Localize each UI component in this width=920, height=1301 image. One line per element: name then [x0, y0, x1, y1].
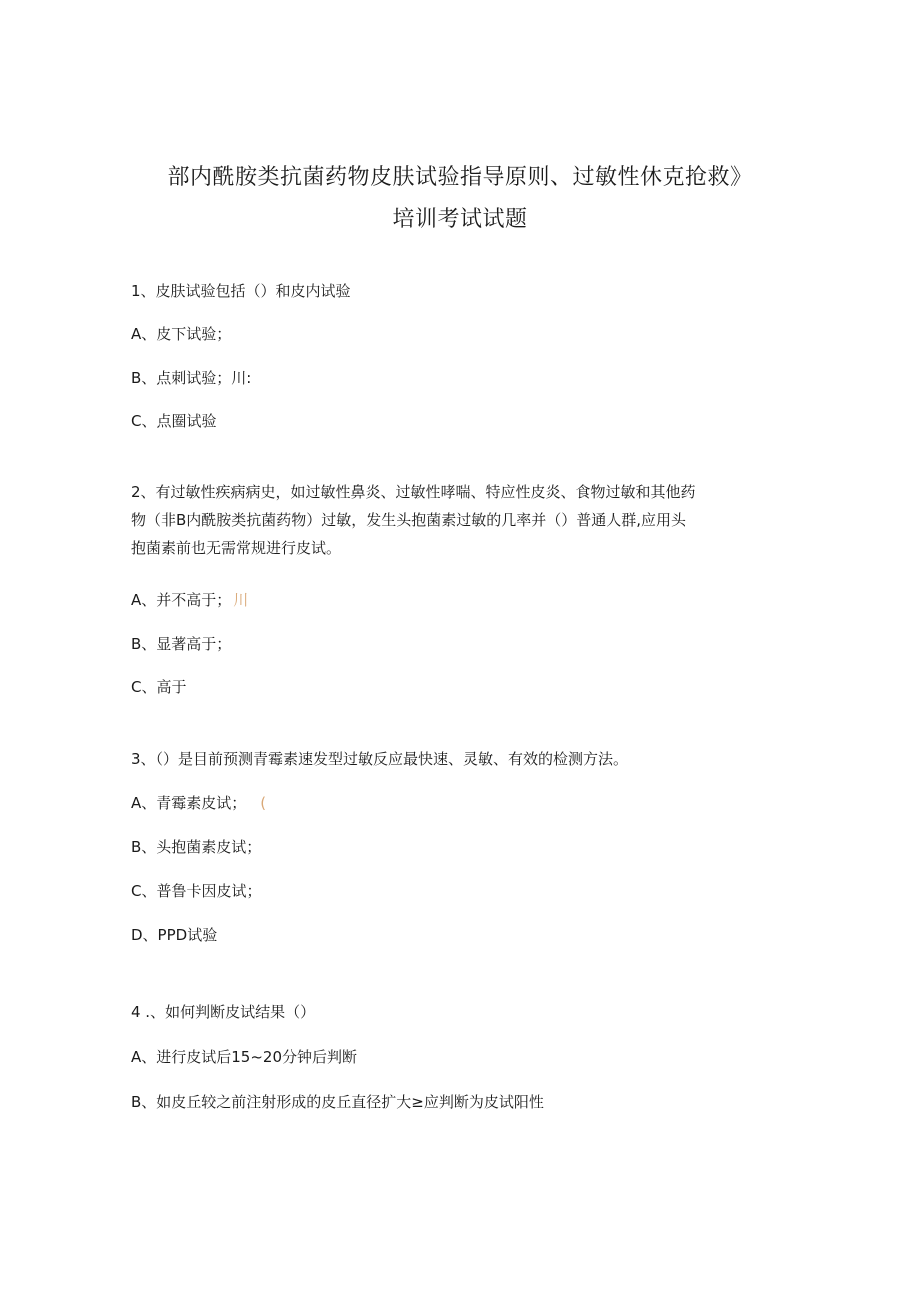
question-3-stem: 3、（）是目前预测青霉素速发型过敏反应最快速、灵敏、有效的检测方法。 [131, 750, 629, 768]
question-2-stem-line-3: 抱菌素前也无需常规进行皮试。 [131, 539, 342, 557]
question-2-stem-line-1: 2、有过敏性疾病病史，如过敏性鼻炎、过敏性哮喘、特应性皮炎、食物过敏和其他药 [131, 483, 696, 501]
question-3-option-a: A、青霉素皮试； [131, 794, 247, 812]
question-2-option-b: B、显著高于； [131, 635, 232, 653]
question-3-option-b: B、头抱菌素皮试； [131, 838, 262, 856]
question-1-option-c: C、点圈试验 [131, 412, 217, 430]
question-3-stray-mark: ( [260, 794, 267, 812]
question-4-option-b: B、如皮丘较之前注射形成的皮丘直径扩大≥应判断为皮试阳性 [131, 1093, 544, 1111]
question-4-option-a: A、进行皮试后15~20分钟后判断 [131, 1048, 358, 1066]
question-3-option-c: C、普鲁卡因皮试； [131, 882, 262, 900]
question-2-option-a-row [131, 589, 248, 611]
question-2-option-c: C、高于 [131, 678, 187, 696]
question-2-stray-mark: 川 [233, 591, 249, 609]
question-2-stem-line-2: 物（非B内酰胺类抗菌药物）过敏，发生头抱菌素过敏的几率并（）普通人群,应用头 [131, 511, 687, 529]
document-title-line-1: 部内酰胺类抗菌药物皮肤试验指导原则、过敏性休克抢救》 [167, 165, 753, 190]
question-3-option-a-row [131, 792, 266, 814]
question-2-option-a: A、并不高于； [131, 591, 232, 609]
question-3-option-d: D、PPD试验 [131, 926, 218, 944]
question-4-stem: 4 .、如何判断皮试结果（） [131, 1003, 316, 1021]
question-2-stem [131, 478, 776, 562]
document-title-line-2: 培训考试试题 [392, 207, 528, 232]
question-1-option-b: B、点刺试验；川: [131, 369, 252, 387]
question-1-stem: 1、皮肤试验包括（）和皮内试验 [131, 282, 351, 300]
question-1-option-a: A、皮下试验； [131, 325, 232, 343]
